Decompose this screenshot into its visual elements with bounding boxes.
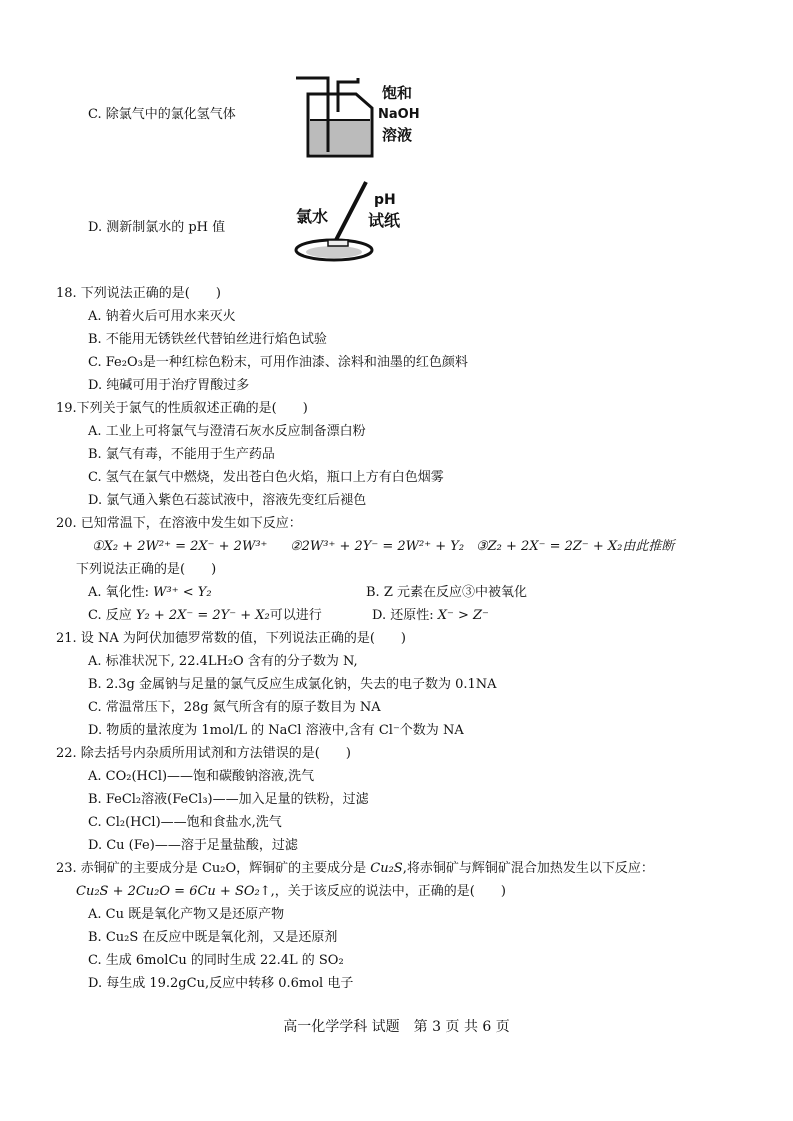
q19-option-c: C. 氢气在氯气中燃烧，发出苍白色火焰，瓶口上方有白色烟雾: [88, 470, 444, 485]
q20-option-c-label: C. 反应: [88, 608, 136, 623]
q20-option-d-label: D. 还原性:: [372, 608, 438, 623]
page-footer: 高一化学学科 试题 第 3 页 共 6 页: [283, 1019, 510, 1035]
dish-label-right-1: pH: [374, 192, 396, 208]
q23-stem-formula: Cu₂S: [370, 861, 403, 876]
q21-stem: 21. 设 NA 为阿伏加德罗常数的值，下列说法正确的是( ): [56, 631, 406, 646]
q20-option-a-math: W³⁺ < Y₂: [153, 585, 212, 600]
ph-test-figure: [290, 178, 430, 270]
q20-option-d: [372, 607, 489, 625]
bottle-label-1: 饱和: [382, 84, 413, 102]
q20-option-a: [88, 584, 212, 602]
q19-stem: 19.下列关于氯气的性质叙述正确的是( ): [56, 401, 308, 416]
q17-option-d: D. 测新制氯水的 pH 值: [88, 220, 226, 235]
q23-option-c: C. 生成 6molCu 的同时生成 22.4L 的 SO₂: [88, 953, 344, 968]
q21-option-c: C. 常温常压下，28g 氮气所含有的原子数目为 NA: [88, 700, 381, 715]
q19-option-a: A. 工业上可将氯气与澄清石灰水反应制备漂白粉: [88, 424, 366, 439]
q18-option-c: C. Fe₂O₃是一种红棕色粉末，可用作油漆、涂料和油墨的红色颜料: [88, 355, 468, 370]
q22-stem: 22. 除去括号内杂质所用试剂和方法错误的是( ): [56, 746, 351, 761]
q22-option-c: C. Cl₂(HCl)——饱和食盐水,洗气: [88, 815, 282, 830]
q20-continuation: 下列说法正确的是( ): [76, 562, 217, 577]
q17-option-c: C. 除氯气中的氯化氢气体: [88, 107, 236, 122]
q23-option-d: D. 每生成 19.2gCu,反应中转移 0.6mol 电子: [88, 976, 354, 991]
q23-equation-tail: ,，关于该反应的说法中，正确的是( ): [270, 884, 506, 899]
q20-option-c: [88, 607, 322, 625]
q20-stem: 20. 已知常温下，在溶液中发生如下反应：: [56, 516, 302, 531]
dish-label-right-2: 试纸: [368, 211, 401, 230]
bottle-label-3: 溶液: [382, 126, 413, 144]
q20-option-d-math: X⁻ > Z⁻: [437, 608, 489, 623]
q18-option-b: B. 不能用无锈铁丝代替铂丝进行焰色试验: [88, 332, 327, 347]
q23-equation-line: [76, 883, 506, 901]
dish-label-left: 氯水: [296, 207, 329, 226]
gas-washing-bottle-figure: [286, 72, 456, 172]
q22-option-d: D. Cu (Fe)——溶于足量盐酸，过滤: [88, 838, 298, 853]
q23-stem-part-2: ,将赤铜矿与辉铜矿混合加热发生以下反应：: [402, 861, 654, 876]
q22-option-b: B. FeCl₂溶液(FeCl₃)——加入足量的铁粉，过滤: [88, 792, 369, 807]
bottle-label-2: NaOH: [378, 107, 420, 122]
q23-option-b: B. Cu₂S 在反应中既是氧化剂，又是还原剂: [88, 930, 338, 945]
q20-equation-2: ②2W³⁺ + 2Y⁻ = 2W²⁺ + Y₂: [290, 539, 465, 554]
q18-stem: 18. 下列说法正确的是( ): [56, 286, 221, 301]
q18-option-a: A. 钠着火后可用水来灭火: [88, 309, 236, 324]
q21-option-d: D. 物质的量浓度为 1mol/L 的 NaCl 溶液中,含有 Cl⁻个数为 NA: [88, 723, 464, 738]
q20-equation-3: ③Z₂ + 2X⁻ = 2Z⁻ + X₂由此推断: [476, 539, 675, 554]
q23-option-a: A. Cu 既是氧化产物又是还原产物: [88, 907, 285, 922]
q20-option-a-label: A. 氧化性:: [88, 585, 154, 600]
q23-stem-part-1: 23. 赤铜矿的主要成分是 Cu₂O，辉铜矿的主要成分是: [56, 861, 371, 876]
q19-option-b: B. 氯气有毒，不能用于生产药品: [88, 447, 275, 462]
q21-option-b: B. 2.3g 金属钠与足量的氯气反应生成氯化钠，失去的电子数为 0.1NA: [88, 677, 497, 692]
q23-equation: Cu₂S + 2Cu₂O = 6Cu + SO₂↑: [76, 884, 271, 899]
q20-option-b: B. Z 元素在反应③中被氧化: [366, 585, 527, 600]
q20-option-c-math: Y₂ + 2X⁻ = 2Y⁻ + X₂: [135, 608, 270, 623]
q18-option-d: D. 纯碱可用于治疗胃酸过多: [88, 378, 250, 393]
q19-option-d: D. 氯气通入紫色石蕊试液中，溶液先变红后褪色: [88, 493, 367, 508]
q20-option-c-tail: 可以进行: [269, 608, 322, 623]
q20-equation-1: ①X₂ + 2W²⁺ = 2X⁻ + 2W³⁺: [92, 539, 268, 554]
q23-stem: [56, 860, 654, 878]
q22-option-a: A. CO₂(HCl)——饱和碳酸钠溶液,洗气: [88, 769, 315, 784]
q21-option-a: A. 标准状况下, 22.4LH₂O 含有的分子数为 N,: [88, 654, 358, 669]
